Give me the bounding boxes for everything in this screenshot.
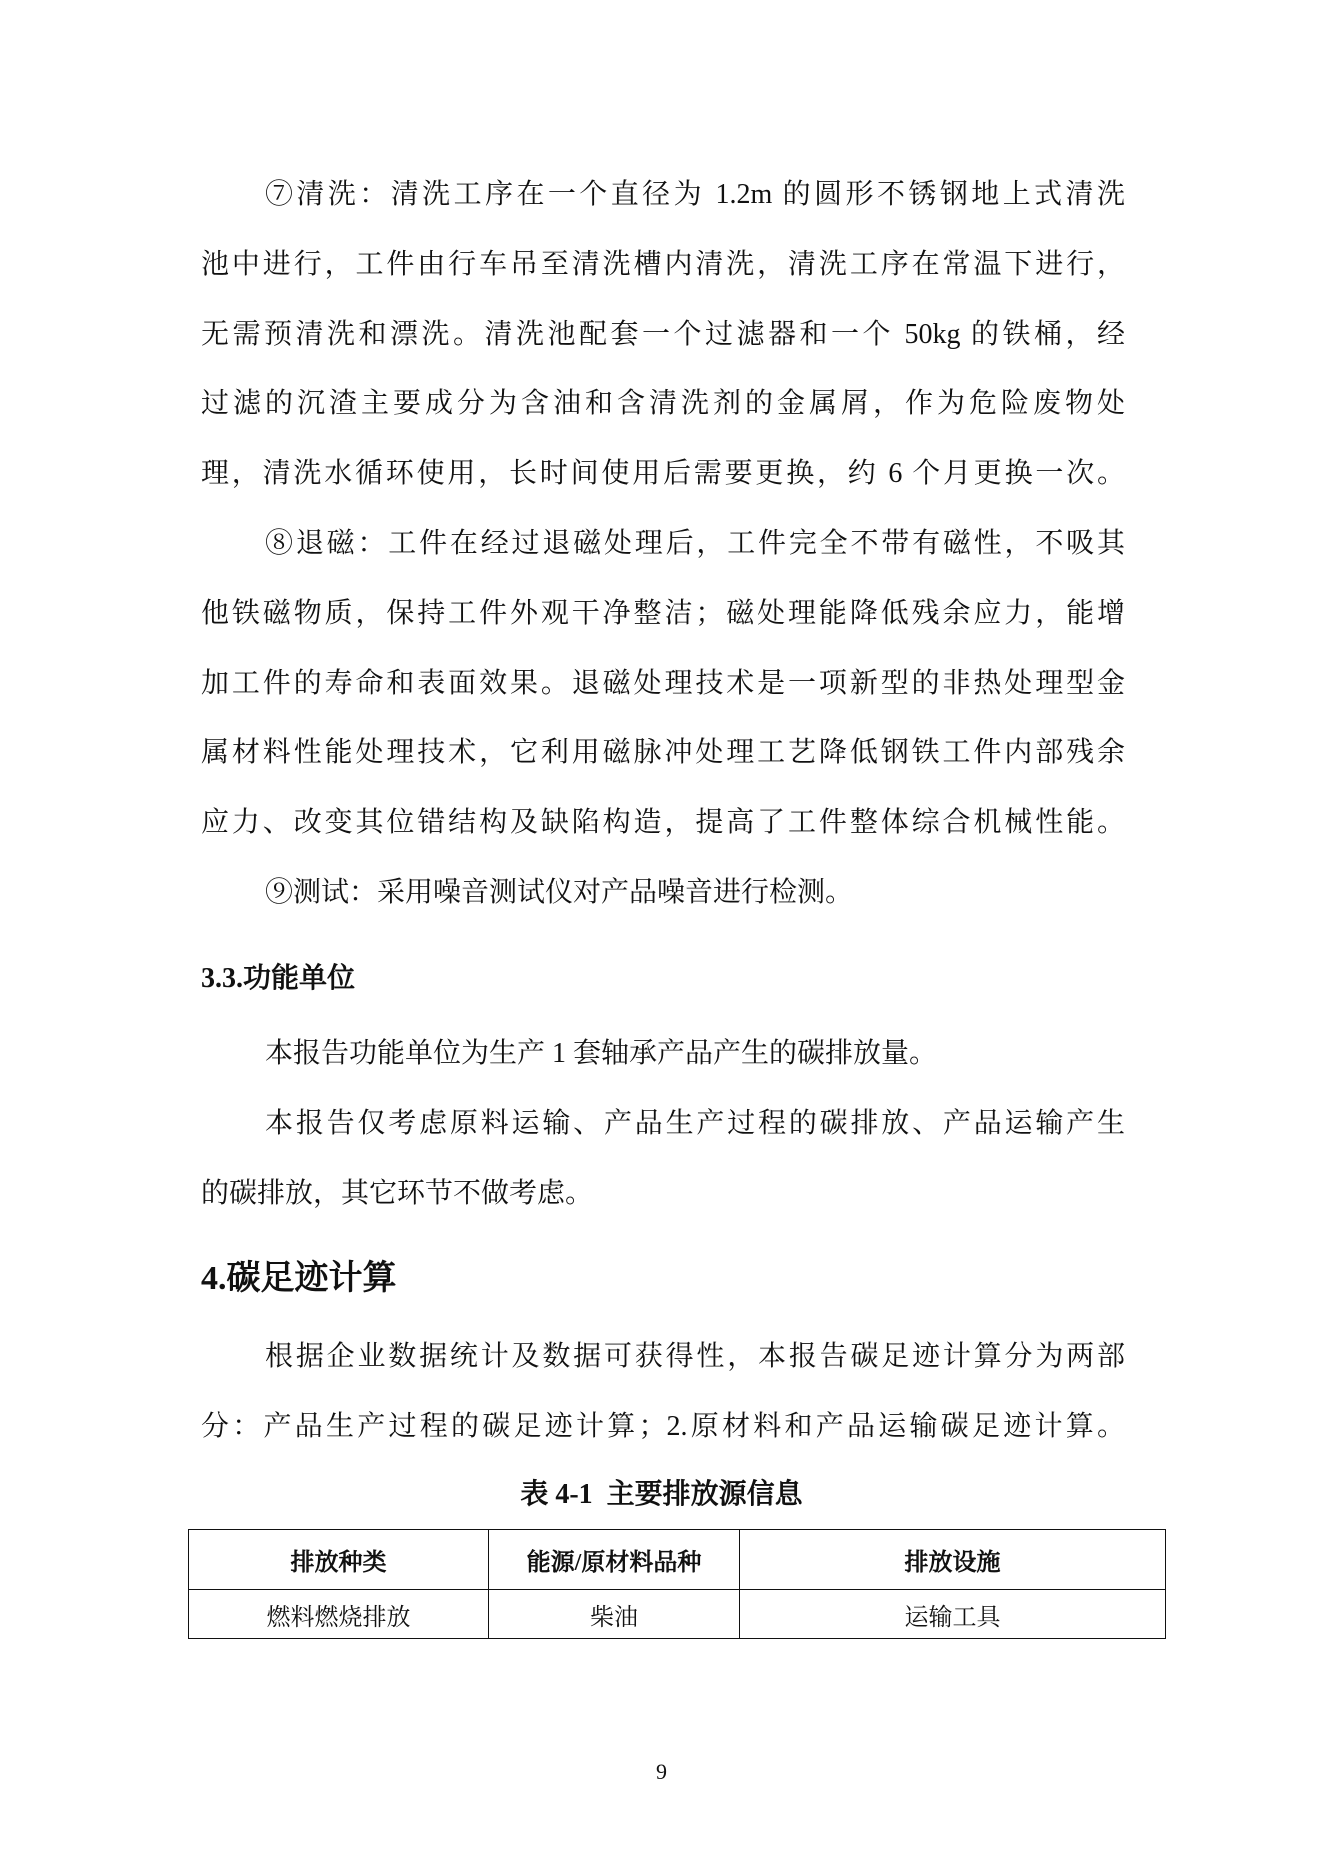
body-line: 他铁磁物质，保持工件外观干净整洁；磁处理能降低残余应力，能增 bbox=[201, 597, 1125, 629]
table-row bbox=[189, 1590, 1166, 1639]
body-line: 根据企业数据统计及数据可获得性，本报告碳足迹计算分为两部 bbox=[265, 1341, 1125, 1372]
body-line: 属材料性能处理技术，它利用磁脉冲处理工艺降低钢铁工件内部残余 bbox=[201, 737, 1125, 769]
section-heading: 3.3.功能单位 bbox=[201, 963, 356, 994]
carbon-footprint-intro-block bbox=[201, 1322, 1125, 1462]
page-number: 9 bbox=[656, 1759, 667, 1784]
body-line: ⑨测试：采用噪音测试仪对产品噪音进行检测。 bbox=[265, 876, 854, 908]
functional-unit-block bbox=[201, 1019, 1125, 1228]
process-steps-block bbox=[201, 160, 1125, 928]
emission-source-table bbox=[188, 1529, 1166, 1639]
table-caption: 表 4-1 主要排放源信息 bbox=[520, 1479, 803, 1510]
body-line: ⑧退磁：工件在经过退磁处理后，工件完全不带有磁性，不吸其 bbox=[265, 527, 1125, 559]
table-header-cell: 排放种类 bbox=[189, 1530, 489, 1590]
body-line: 无需预清洗和漂洗。清洗池配套一个过滤器和一个 50kg 的铁桶，经 bbox=[201, 318, 1125, 350]
table-cell: 柴油 bbox=[489, 1590, 740, 1639]
table-header-row bbox=[189, 1530, 1166, 1590]
table-header-cell: 能源/原材料品种 bbox=[489, 1530, 740, 1590]
body-line: 分：产品生产过程的碳足迹计算；2.原材料和产品运输碳足迹计算。 bbox=[201, 1410, 1125, 1442]
body-line: 应力、改变其位错结构及缺陷构造，提高了工件整体综合机械性能。 bbox=[201, 807, 1125, 839]
body-line: 本报告仅考虑原料运输、产品生产过程的碳排放、产品运输产生 bbox=[265, 1107, 1125, 1139]
body-line: 理，清洗水循环使用，长时间使用后需要更换，约 6 个月更换一次。 bbox=[201, 458, 1125, 490]
table-header-cell: 排放设施 bbox=[740, 1530, 1166, 1590]
body-line: 本报告功能单位为生产 1 套轴承产品产生的碳排放量。 bbox=[265, 1038, 938, 1069]
table-cell: 燃料燃烧排放 bbox=[189, 1590, 489, 1639]
chapter-heading: 4.碳足迹计算 bbox=[201, 1260, 397, 1297]
table-cell: 运输工具 bbox=[740, 1590, 1166, 1639]
body-line: 的碳排放，其它环节不做考虑。 bbox=[201, 1177, 594, 1209]
body-line: ⑦清洗：清洗工序在一个直径为 1.2m 的圆形不锈钢地上式清洗 bbox=[265, 179, 1125, 210]
body-line: 过滤的沉渣主要成分为含油和含清洗剂的金属屑，作为危险废物处 bbox=[201, 388, 1125, 420]
body-line: 加工件的寿命和表面效果。退磁处理技术是一项新型的非热处理型金 bbox=[201, 667, 1125, 699]
body-line: 池中进行，工件由行车吊至清洗槽内清洗，清洗工序在常温下进行， bbox=[201, 248, 1125, 280]
